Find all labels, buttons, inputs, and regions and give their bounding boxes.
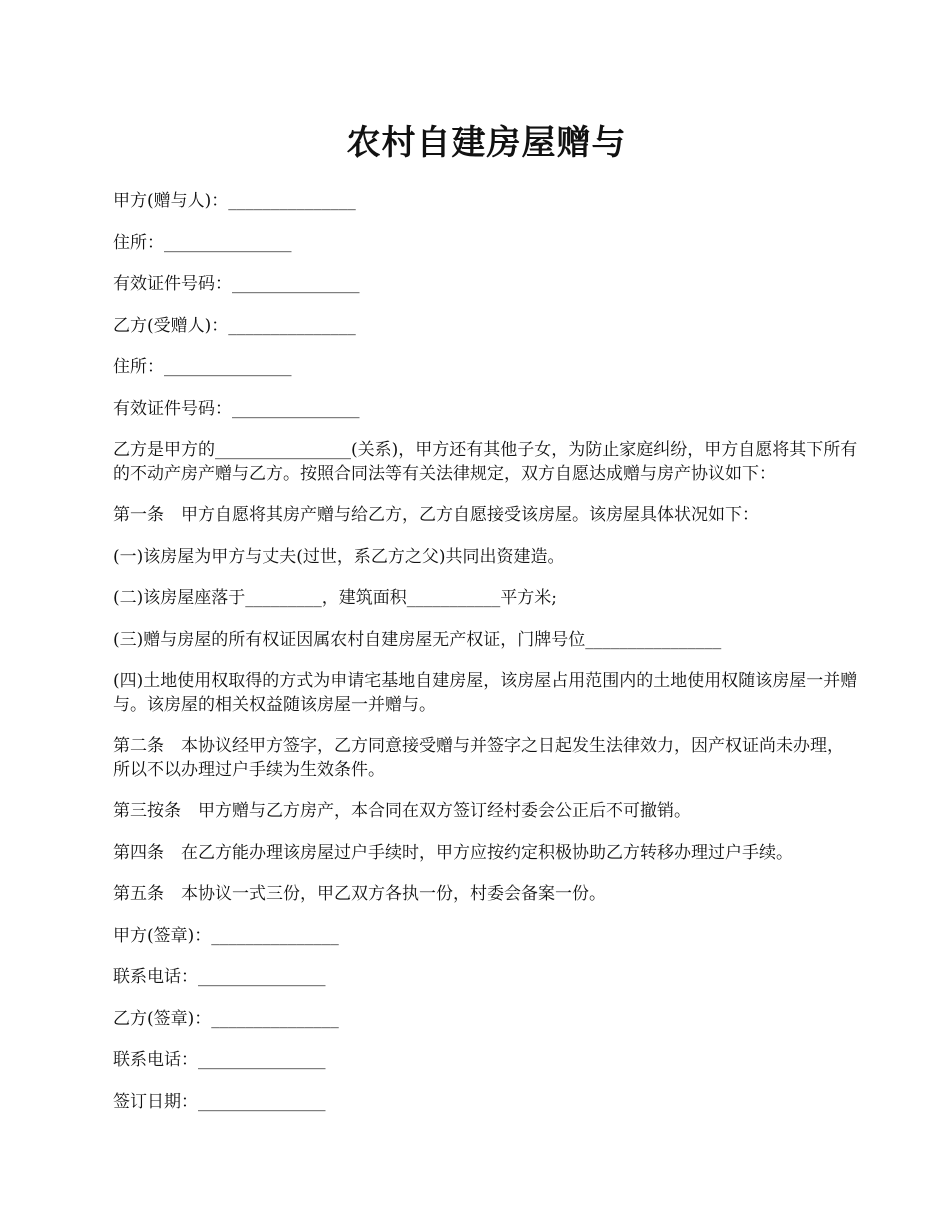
preamble-paragraph: 乙方是甲方的________________(关系)，甲方还有其他子女，为防止家庭纠纷，甲方自愿将其下所有的不动产房产赠与乙方。按照合同法等有关法律规定，双方自愿达成赠与房产协议如下： <box>113 440 858 484</box>
article-1-item-4: (四)土地使用权取得的方式为申请宅基地自建房屋，该房屋占用范围内的土地使用权随该房屋一并赠与。该房屋的相关权益随该房屋一并赠与。 <box>113 671 858 715</box>
donor-address-line: 住所：_______________ <box>113 232 292 253</box>
donor-signature-line: 甲方(签章)：_______________ <box>113 925 339 946</box>
article-1-item-3: (三)赠与房屋的所有权证因属农村自建房屋无产权证，门牌号位________________ <box>113 629 722 650</box>
article-1-item-2: (二)该房屋座落于_________，建筑面积___________平方米; <box>113 588 557 608</box>
recipient-signature-line: 乙方(签章)：_______________ <box>113 1008 339 1029</box>
article-3: 第三按条 甲方赠与乙方房产，本合同在双方签订经村委会公正后不可撤销。 <box>113 801 691 821</box>
article-5: 第五条 本协议一式三份，甲乙双方各执一份，村委会备案一份。 <box>113 884 606 904</box>
document-title: 农村自建房屋赠与 <box>346 123 627 163</box>
donor-phone-line: 联系电话：_______________ <box>113 967 326 987</box>
article-1-item-1: (一)该房屋为甲方与丈夫(过世，系乙方之父)共同出资建造。 <box>113 546 565 567</box>
article-4: 第四条 在乙方能办理该房屋过户手续时，甲方应按约定积极协助乙方转移办理过户手续。 <box>113 842 793 863</box>
document-body <box>113 190 860 1114</box>
signing-date-line: 签订日期：_______________ <box>113 1091 326 1112</box>
article-2: 第二条 本协议经甲方签字，乙方同意接受赠与并签字之日起发生法律效力，因产权证尚未办理，所以不以办理过户手续为生效条件。 <box>113 736 844 780</box>
recipient-id-line: 有效证件号码：_______________ <box>113 398 360 419</box>
recipient-address-line: 住所：_______________ <box>113 357 292 377</box>
recipient-phone-line: 联系电话：_______________ <box>113 1050 326 1070</box>
donor-id-line: 有效证件号码：_______________ <box>113 274 360 294</box>
recipient-name-line: 乙方(受赠人)：_______________ <box>113 315 356 336</box>
article-1: 第一条 甲方自愿将其房产赠与给乙方，乙方自愿接受该房屋。该房屋具体状况如下： <box>113 505 759 525</box>
donor-name-line: 甲方(赠与人)：_______________ <box>113 191 356 211</box>
